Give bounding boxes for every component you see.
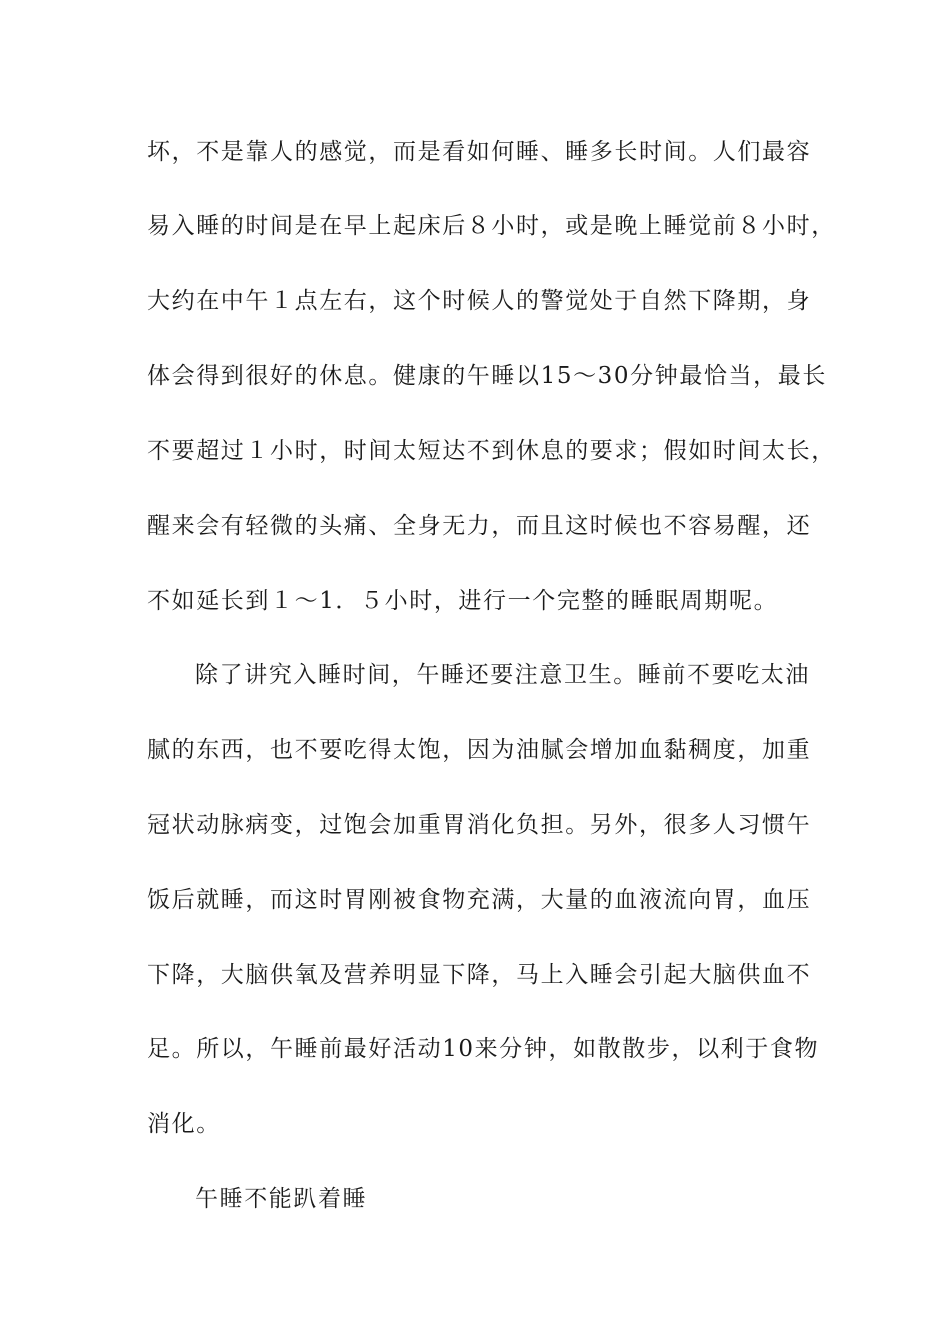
- paragraph-line: 体会得到很好的休息。健康的午睡以15～30分钟最恰当，最长: [147, 363, 827, 389]
- paragraph-line: 易入睡的时间是在早上起床后８小时，或是晚上睡觉前８小时，: [147, 213, 836, 239]
- paragraph-line: 饭后就睡，而这时胃刚被食物充满，大量的血液流向胃，血压: [147, 887, 812, 913]
- paragraph-line: 除了讲究入睡时间，午睡还要注意卫生。睡前不要吃太油: [195, 662, 810, 688]
- paragraph-line: 足。所以，午睡前最好活动10来分钟，如散散步，以利于食物: [147, 1036, 820, 1062]
- paragraph-line: 坏，不是靠人的感觉，而是看如何睡、睡多长时间。人们最容: [147, 139, 812, 165]
- paragraph-line: 冠状动脉病变，过饱会加重胃消化负担。另外，很多人习惯午: [147, 812, 812, 838]
- paragraph-line: 大约在中午１点左右，这个时候人的警觉处于自然下降期，身: [147, 288, 812, 314]
- paragraph-line: 醒来会有轻微的头痛、全身无力，而且这时候也不容易醒，还: [147, 513, 812, 539]
- paragraph-line: 消化。: [147, 1111, 221, 1137]
- paragraph-line: 不要超过１小时，时间太短达不到休息的要求；假如时间太长，: [147, 438, 836, 464]
- section-heading: 午睡不能趴着睡: [195, 1186, 368, 1212]
- paragraph-line: 下降，大脑供氧及营养明显下降，马上入睡会引起大脑供血不: [147, 962, 812, 988]
- paragraph-line: 腻的东西，也不要吃得太饱，因为油腻会增加血黏稠度，加重: [147, 737, 812, 763]
- paragraph-line: 不如延长到１～1．５小时，进行一个完整的睡眠周期呢。: [147, 588, 779, 614]
